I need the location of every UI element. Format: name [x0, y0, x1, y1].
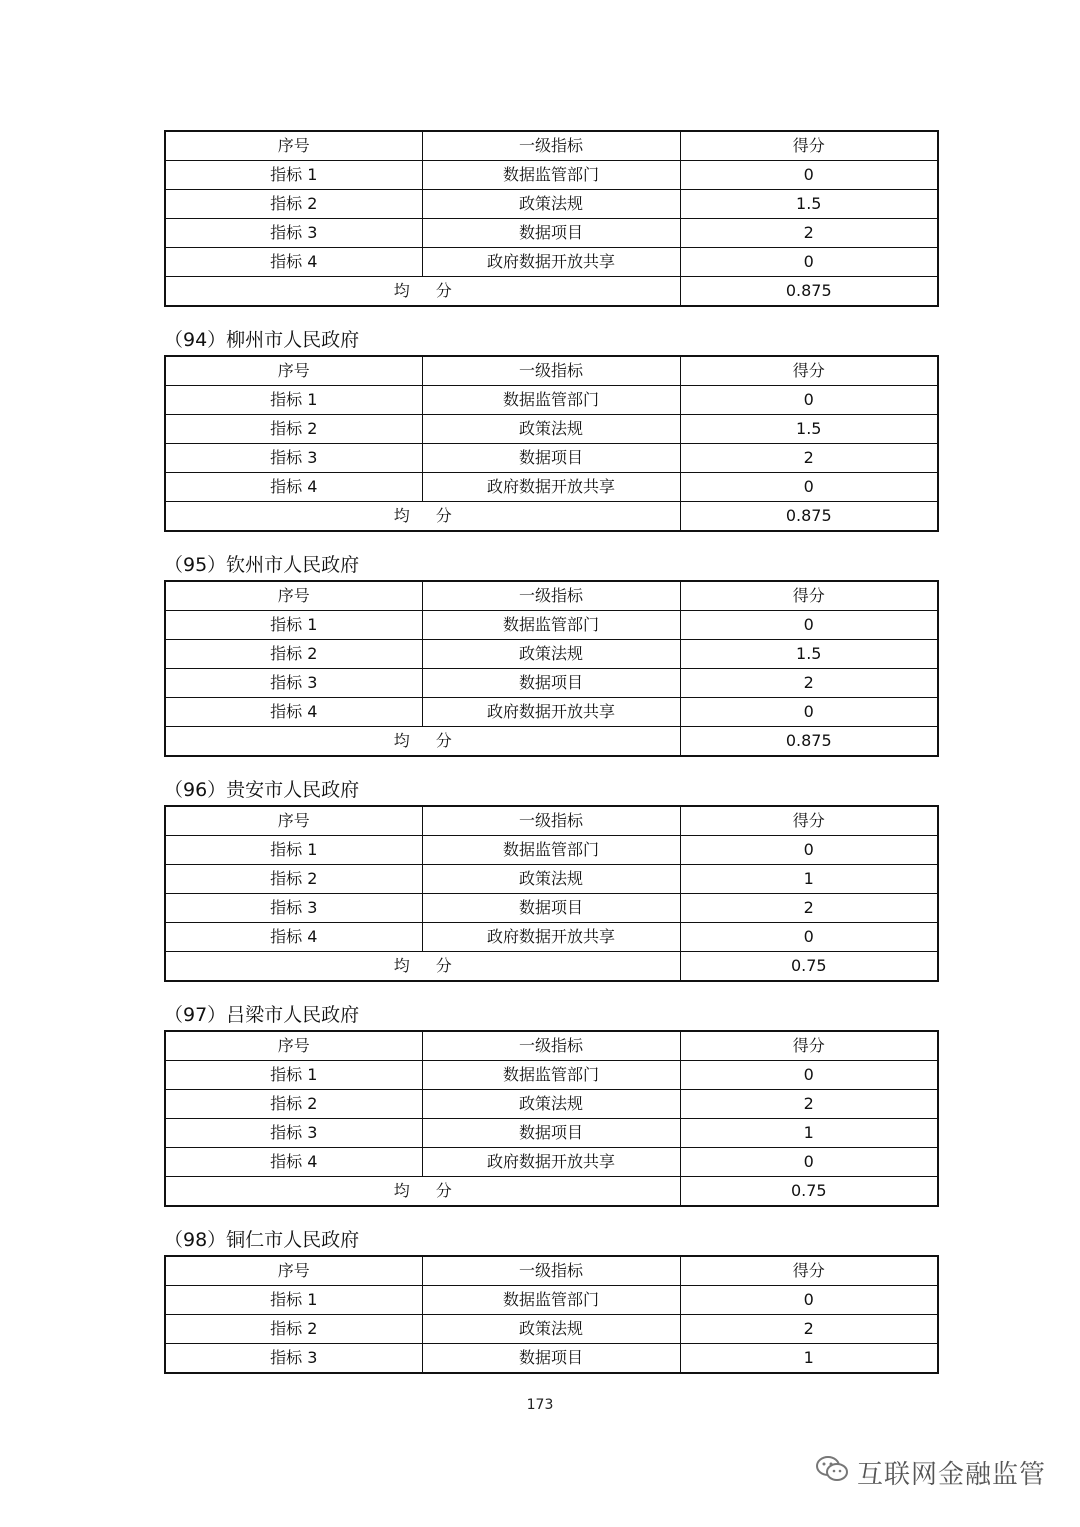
average-row: [165, 277, 938, 307]
row-indicator: 政策法规: [422, 415, 680, 444]
table-row: [165, 611, 938, 640]
table-header-row: [165, 581, 938, 611]
score-table: [164, 355, 939, 532]
average-label: 均 分: [165, 727, 680, 757]
header-index: 序号: [165, 1256, 422, 1286]
header-index: 序号: [165, 131, 422, 161]
table-caption: （95）钦州市人民政府: [164, 554, 360, 576]
score-table-block-1: [164, 325, 937, 532]
score-table: [164, 1255, 939, 1374]
row-score: 0: [680, 923, 938, 952]
average-label: 均 分: [165, 277, 680, 307]
table-row: [165, 923, 938, 952]
row-index: 指标 3: [165, 444, 422, 473]
table-row: [165, 669, 938, 698]
table-row: [165, 640, 938, 669]
average-label: 均 分: [165, 1177, 680, 1207]
wechat-icon: [815, 1454, 857, 1491]
table-caption: （98）铜仁市人民政府: [164, 1229, 360, 1251]
header-score: 得分: [680, 581, 938, 611]
row-indicator: 政策法规: [422, 865, 680, 894]
row-index: 指标 2: [165, 1090, 422, 1119]
row-index: 指标 4: [165, 1148, 422, 1177]
row-index: 指标 2: [165, 865, 422, 894]
row-score: 1: [680, 1344, 938, 1374]
row-index: 指标 3: [165, 669, 422, 698]
table-row: [165, 444, 938, 473]
average-row: [165, 502, 938, 532]
table-header-row: [165, 806, 938, 836]
row-index: 指标 4: [165, 698, 422, 727]
average-score: 0.875: [680, 277, 938, 307]
table-row: [165, 161, 938, 190]
score-table-block-3: [164, 775, 937, 982]
row-index: 指标 3: [165, 1119, 422, 1148]
row-index: 指标 2: [165, 190, 422, 219]
header-indicator: 一级指标: [422, 581, 680, 611]
row-index: 指标 1: [165, 1061, 422, 1090]
table-row: [165, 248, 938, 277]
row-index: 指标 2: [165, 415, 422, 444]
row-score: 0: [680, 161, 938, 190]
table-row: [165, 1119, 938, 1148]
average-row: [165, 952, 938, 982]
row-indicator: 数据监管部门: [422, 386, 680, 415]
table-row: [165, 386, 938, 415]
row-index: 指标 1: [165, 611, 422, 640]
row-index: 指标 3: [165, 1344, 422, 1374]
row-index: 指标 3: [165, 894, 422, 923]
header-indicator: 一级指标: [422, 131, 680, 161]
score-table-block-2: [164, 550, 937, 757]
row-score: 2: [680, 894, 938, 923]
page-number: 173: [526, 1397, 554, 1413]
row-indicator: 政策法规: [422, 640, 680, 669]
table-row: [165, 473, 938, 502]
average-score: 0.875: [680, 727, 938, 757]
row-indicator: 政府数据开放共享: [422, 698, 680, 727]
row-score: 2: [680, 669, 938, 698]
row-indicator: 政府数据开放共享: [422, 473, 680, 502]
table-row: [165, 1286, 938, 1315]
header-score: 得分: [680, 1256, 938, 1286]
score-table: [164, 1030, 939, 1207]
row-score: 1: [680, 1119, 938, 1148]
watermark-text: 互联网金融监管: [856, 1459, 1046, 1490]
header-index: 序号: [165, 806, 422, 836]
row-index: 指标 1: [165, 836, 422, 865]
average-row: [165, 727, 938, 757]
row-indicator: 政策法规: [422, 190, 680, 219]
row-indicator: 数据项目: [422, 669, 680, 698]
row-indicator: 数据项目: [422, 1344, 680, 1374]
row-indicator: 政府数据开放共享: [422, 1148, 680, 1177]
table-row: [165, 1315, 938, 1344]
row-score: 2: [680, 219, 938, 248]
row-index: 指标 1: [165, 386, 422, 415]
row-score: 0: [680, 611, 938, 640]
table-caption: （97）吕梁市人民政府: [164, 1004, 360, 1026]
average-row: [165, 1177, 938, 1207]
row-indicator: 数据监管部门: [422, 1286, 680, 1315]
header-indicator: 一级指标: [422, 356, 680, 386]
table-header-row: [165, 131, 938, 161]
row-indicator: 政府数据开放共享: [422, 923, 680, 952]
row-indicator: 数据监管部门: [422, 161, 680, 190]
table-row: [165, 1061, 938, 1090]
row-index: 指标 4: [165, 248, 422, 277]
header-score: 得分: [680, 131, 938, 161]
average-label: 均 分: [165, 502, 680, 532]
table-row: [165, 894, 938, 923]
header-score: 得分: [680, 806, 938, 836]
table-row: [165, 1148, 938, 1177]
row-score: 1.5: [680, 640, 938, 669]
row-score: 0: [680, 473, 938, 502]
row-indicator: 数据项目: [422, 894, 680, 923]
row-indicator: 数据监管部门: [422, 836, 680, 865]
table-row: [165, 415, 938, 444]
table-header-row: [165, 1256, 938, 1286]
row-score: 1: [680, 865, 938, 894]
score-table-block-5: [164, 1225, 937, 1374]
row-index: 指标 3: [165, 219, 422, 248]
header-index: 序号: [165, 1031, 422, 1061]
header-indicator: 一级指标: [422, 1031, 680, 1061]
header-index: 序号: [165, 581, 422, 611]
table-caption: （96）贵安市人民政府: [164, 779, 360, 801]
table-row: [165, 698, 938, 727]
average-score: 0.75: [680, 952, 938, 982]
table-row: [165, 219, 938, 248]
row-indicator: 政策法规: [422, 1315, 680, 1344]
row-score: 2: [680, 1090, 938, 1119]
score-table-block-0: [164, 130, 937, 307]
score-table-block-4: [164, 1000, 937, 1207]
row-index: 指标 2: [165, 640, 422, 669]
row-score: 0: [680, 698, 938, 727]
row-index: 指标 2: [165, 1315, 422, 1344]
row-indicator: 数据监管部门: [422, 611, 680, 640]
average-score: 0.75: [680, 1177, 938, 1207]
header-indicator: 一级指标: [422, 806, 680, 836]
table-row: [165, 190, 938, 219]
row-index: 指标 1: [165, 161, 422, 190]
table-row: [165, 1344, 938, 1374]
row-index: 指标 4: [165, 923, 422, 952]
header-indicator: 一级指标: [422, 1256, 680, 1286]
row-indicator: 政府数据开放共享: [422, 248, 680, 277]
row-score: 2: [680, 444, 938, 473]
table-row: [165, 865, 938, 894]
row-score: 1.5: [680, 415, 938, 444]
row-score: 0: [680, 248, 938, 277]
row-indicator: 数据项目: [422, 1119, 680, 1148]
average-score: 0.875: [680, 502, 938, 532]
row-score: 0: [680, 1061, 938, 1090]
header-index: 序号: [165, 356, 422, 386]
row-indicator: 数据监管部门: [422, 1061, 680, 1090]
table-header-row: [165, 356, 938, 386]
table-row: [165, 1090, 938, 1119]
table-caption: （94）柳州市人民政府: [164, 329, 360, 351]
score-table: [164, 580, 939, 757]
score-table: [164, 805, 939, 982]
row-score: 0: [680, 1286, 938, 1315]
row-indicator: 数据项目: [422, 219, 680, 248]
row-score: 0: [680, 1148, 938, 1177]
row-index: 指标 4: [165, 473, 422, 502]
watermark: [815, 1452, 1046, 1492]
header-score: 得分: [680, 1031, 938, 1061]
row-indicator: 数据项目: [422, 444, 680, 473]
row-score: 1.5: [680, 190, 938, 219]
row-index: 指标 1: [165, 1286, 422, 1315]
table-header-row: [165, 1031, 938, 1061]
score-table: [164, 130, 939, 307]
row-indicator: 政策法规: [422, 1090, 680, 1119]
row-score: 0: [680, 836, 938, 865]
average-label: 均 分: [165, 952, 680, 982]
row-score: 2: [680, 1315, 938, 1344]
header-score: 得分: [680, 356, 938, 386]
table-row: [165, 836, 938, 865]
row-score: 0: [680, 386, 938, 415]
